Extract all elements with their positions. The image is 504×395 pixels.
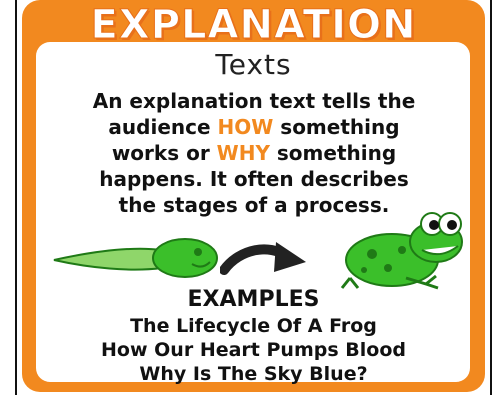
right-border-rule: [490, 0, 492, 395]
example-item: How Our Heart Pumps Blood: [101, 339, 406, 361]
description-line-5: the stages of a process.: [118, 193, 390, 217]
curved-arrow-icon: [220, 238, 310, 278]
description-line-1: An explanation text tells the: [92, 89, 416, 113]
tadpole-icon: [50, 232, 220, 282]
poster-description: [48, 88, 460, 218]
example-item: Why Is The Sky Blue?: [139, 363, 368, 385]
description-line-4: happens. It often describes: [99, 167, 409, 191]
frog-icon: [340, 212, 472, 290]
why-highlight: WHY: [216, 141, 270, 165]
left-border-rule: [15, 0, 17, 395]
poster-subtitle: Texts: [215, 48, 292, 81]
examples-heading: EXAMPLES: [187, 287, 320, 312]
example-item: The Lifecycle Of A Frog: [130, 315, 377, 337]
how-highlight: HOW: [217, 115, 274, 139]
description-line-3: works or WHY something: [111, 141, 397, 165]
poster-title: EXPLANATION: [90, 2, 417, 48]
explanation-texts-poster: [22, 0, 485, 392]
description-line-2: audience HOW something: [108, 115, 400, 139]
